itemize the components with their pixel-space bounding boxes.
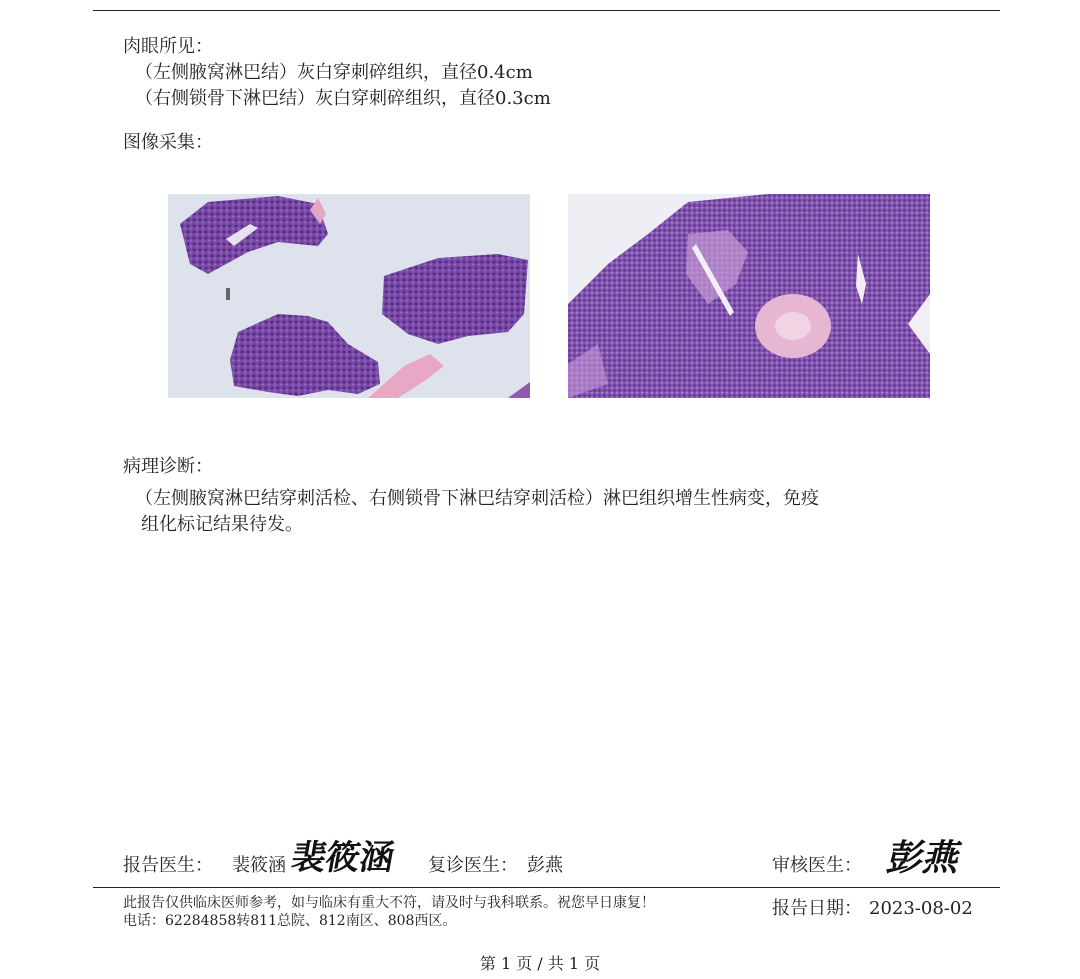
histology-image-left [168,194,530,398]
gross-line-1: （左侧腋窝淋巴结）灰白穿刺碎组织，直径0.4cm [135,62,533,83]
diagnosis-line-2: 组化标记结果待发。 [141,514,303,535]
gross-line-2: （右侧锁骨下淋巴结）灰白穿刺碎组织，直径0.3cm [135,88,551,109]
audit-doctor-label: 审核医生： [772,855,862,876]
report-doctor-signature: 裴筱涵 [288,838,398,878]
gross-heading: 肉眼所见： [123,36,213,57]
review-doctor-name: 彭燕 [527,855,563,876]
review-doctor-label: 复诊医生： [428,855,518,876]
report-doctor-name: 裴筱涵 [232,855,286,876]
diagnosis-heading: 病理诊断： [123,456,213,477]
report-date: 2023-08-02 [869,898,973,919]
audit-doctor-signature: 彭燕 [883,838,966,879]
page-number: 第 1 页 / 共 1 页 [479,954,601,973]
report-doctor-label: 报告医生： [123,855,213,876]
images-heading: 图像采集： [123,132,213,153]
disclaimer-text: 此报告仅供临床医师参考，如与临床有重大不符，请及时与我科联系。祝您早日康复！ [123,895,655,911]
histology-image-right [568,194,930,398]
phone-text: 电话：62284858转811总院、812南区、808西区。 [123,913,457,929]
diagnosis-line-1: （左侧腋窝淋巴结穿刺活检、右侧锁骨下淋巴结穿刺活检）淋巴组织增生性病变，免疫 [135,488,819,509]
footer-divider [93,887,1000,888]
top-divider [93,10,1000,11]
report-date-label: 报告日期： [772,898,862,919]
